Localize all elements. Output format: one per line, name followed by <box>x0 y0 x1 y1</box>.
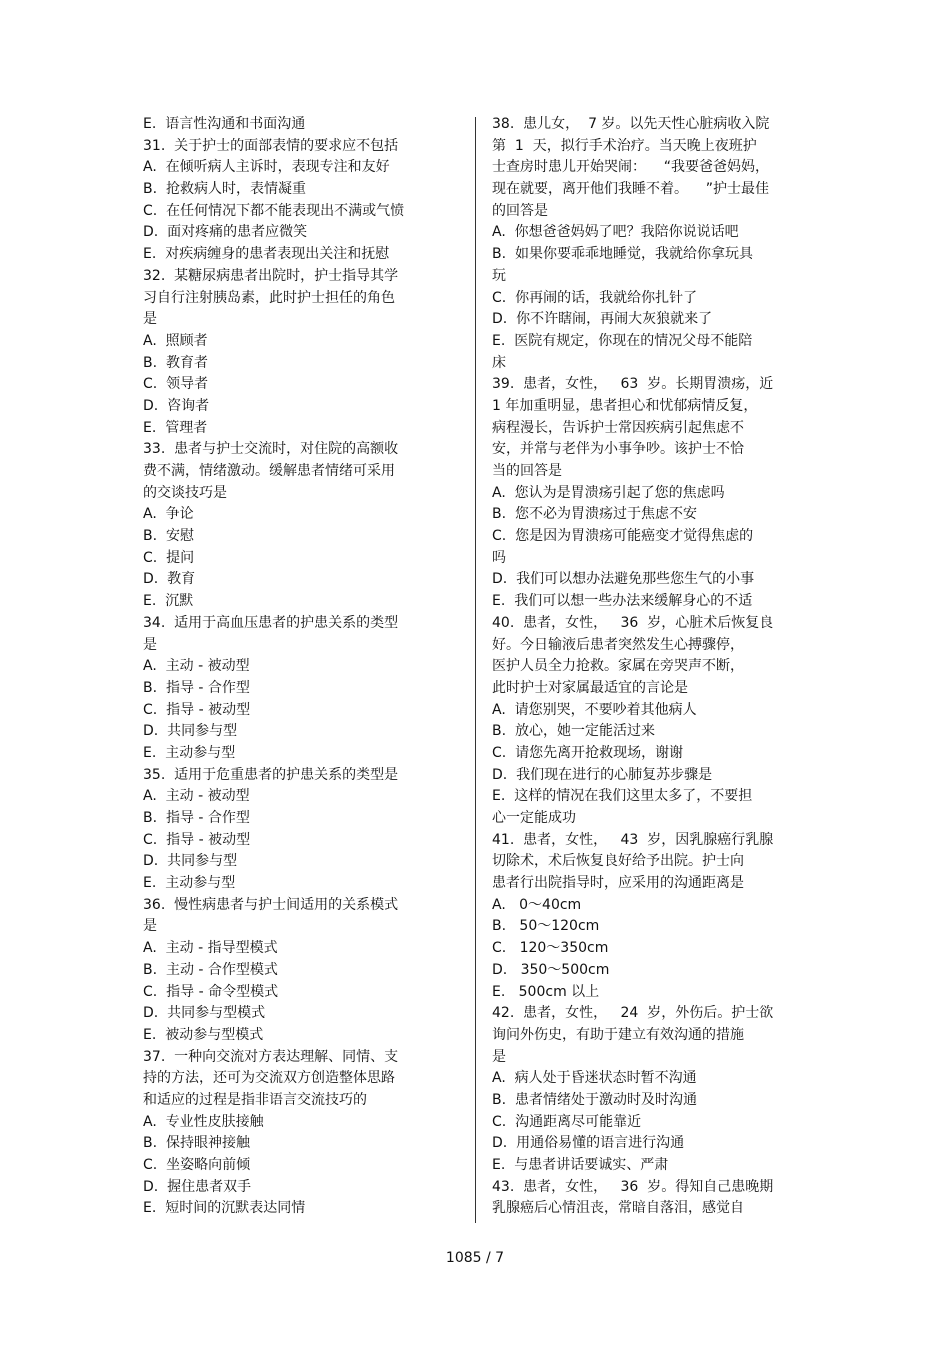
text-line: D. 我们可以想办法避免那些您生气的小事 <box>492 571 755 588</box>
text-line: 35. 适用于危重患者的护患关系的类型是 <box>143 766 399 783</box>
text-line: C. 请您先离开抢救现场，谢谢 <box>492 744 684 761</box>
text-line: B. 放心，她一定能活过来 <box>492 723 655 740</box>
text-line: E. 管理者 <box>143 419 208 436</box>
text-line: 费不满，情绪激动。缓解患者情绪可采用 <box>143 463 395 479</box>
text-line: D. 共同参与型模式 <box>143 1005 266 1022</box>
text-line: C. 坐姿略向前倾 <box>143 1157 251 1173</box>
text-line: B. 患者情绪处于激动时及时沟通 <box>492 1091 697 1108</box>
text-line: 此时护士对家属最适宜的言论是 <box>492 679 688 696</box>
text-line: B. 教育者 <box>143 354 208 371</box>
text-line: 患者行出院指导时，应采用的沟通距离是 <box>492 875 744 892</box>
text-line: 36. 慢性病患者与护士间适用的关系模式 <box>143 896 399 913</box>
text-line: 40. 患者，女性， 36 岁，心脏术后恢复良 <box>492 614 774 631</box>
text-line: A. 请您别哭，不要吵着其他病人 <box>492 701 697 718</box>
text-line: 38. 患儿女， 7 岁。以先天性心脏病收入院 <box>492 116 770 132</box>
text-line: 玩 <box>492 267 506 284</box>
text-line: 现在就要，离开他们我睡不着。 ”护士最佳 <box>492 181 770 198</box>
text-line: 吗 <box>492 549 506 566</box>
text-line: B. 如果你要乖乖地睡觉，我就给你拿玩具 <box>492 246 753 263</box>
text-line: D. 350～500cm <box>492 961 610 978</box>
text-line: 切除术，术后恢复良好给予出院。护士向 <box>492 853 744 870</box>
text-line: E. 对疾病缠身的患者表现出关注和抚慰 <box>143 246 390 263</box>
text-line: B. 主动 - 合作型模式 <box>143 961 278 978</box>
text-line: E. 短时间的沉默表达同情 <box>143 1200 306 1217</box>
text-line: 安，并常与老伴为小事争吵。该护士不恰 <box>492 441 744 458</box>
text-line: 33. 患者与护士交流时，对住院的高额收 <box>143 441 399 458</box>
text-line: D. 教育 <box>143 571 196 588</box>
text-line: 37. 一种向交流对方表达理解、同情、支 <box>143 1048 399 1065</box>
text-line: 是 <box>492 1048 506 1065</box>
text-line: B. 50～120cm <box>492 918 600 935</box>
text-line: 31. 关于护士的面部表情的要求应不包括 <box>143 137 399 154</box>
text-line: A. 主动 - 被动型 <box>143 658 250 675</box>
text-line: 是 <box>143 636 157 653</box>
text-line: D. 用通俗易懂的语言进行沟通 <box>492 1135 685 1152</box>
text-line: 乳腺癌后心情沮丧，常暗自落泪，感觉自 <box>492 1200 744 1217</box>
text-line: D. 我们现在进行的心肺复苏步骤是 <box>492 766 713 783</box>
text-line: E. 主动参与型 <box>143 875 236 892</box>
text-line: A. 主动 - 被动型 <box>143 788 250 805</box>
text-line: 1 年加重明显，患者担心和忧郁病情反复， <box>492 397 758 414</box>
left-column <box>143 114 428 1220</box>
text-line: 41. 患者，女性， 43 岁，因乳腺癌行乳腺 <box>492 831 774 848</box>
text-line: E. 语言性沟通和书面沟通 <box>143 116 306 132</box>
text-line: E. 与患者讲话要诚实、严肃 <box>492 1157 669 1173</box>
text-line: B. 安慰 <box>143 528 194 545</box>
text-line: 第 1 天，拟行手术治疗。当天晚上夜班护 <box>492 137 757 154</box>
text-line: 好。今日输液后患者突然发生心搏骤停， <box>492 636 744 653</box>
text-line: C. 指导 - 命令型模式 <box>143 983 279 1000</box>
column-divider <box>475 117 476 1223</box>
text-line: B. 保持眼神接触 <box>143 1135 250 1152</box>
text-line: A. 病人处于昏迷状态时暂不沟通 <box>492 1070 697 1087</box>
text-line: D. 共同参与型 <box>143 853 238 870</box>
text-line: E. 沉默 <box>143 593 194 610</box>
text-line: 的交谈技巧是 <box>143 484 227 501</box>
text-line: 习自行注射胰岛素，此时护士担任的角色 <box>143 289 395 306</box>
text-line: 床 <box>492 354 506 371</box>
text-line: C. 你再闹的话，我就给你扎针了 <box>492 289 698 306</box>
text-line: 持的方法，还可为交流双方创造整体思路 <box>143 1070 395 1087</box>
right-column <box>492 114 792 1220</box>
text-line: 心一定能成功 <box>492 810 576 826</box>
text-line: A. 0～40cm <box>492 896 582 913</box>
text-line: B. 抢救病人时，表情凝重 <box>143 181 306 198</box>
text-line: 32. 某糖尿病患者出院时，护士指导其学 <box>143 267 399 284</box>
text-line: C. 指导 - 被动型 <box>143 831 251 848</box>
text-line: C. 在任何情况下都不能表现出不满或气愤 <box>143 202 405 219</box>
text-line: A. 你想爸爸妈妈了吧？我陪你说说话吧 <box>492 224 739 241</box>
text-line: 询问外伤史，有助于建立有效沟通的措施 <box>492 1026 744 1043</box>
text-line: 是 <box>143 311 157 328</box>
text-line: E. 被动参与型模式 <box>143 1026 264 1043</box>
text-line: D. 面对疼痛的患者应微笑 <box>143 224 308 241</box>
text-line: B. 指导 - 合作型 <box>143 679 250 696</box>
text-line: 43. 患者，女性， 36 岁。得知自己患晚期 <box>492 1178 774 1195</box>
text-line: E. 这样的情况在我们这里太多了，不要担 <box>492 788 753 805</box>
text-line: A. 照顾者 <box>143 332 208 349</box>
text-line: E. 500cm 以上 <box>492 983 600 1000</box>
text-line: 医护人员全力抢救。家属在旁哭声不断， <box>492 658 744 675</box>
text-line: C. 沟通距离尽可能靠近 <box>492 1113 642 1130</box>
text-line: D. 共同参与型 <box>143 723 238 740</box>
text-line: E. 我们可以想一些办法来缓解身心的不适 <box>492 593 753 610</box>
text-line: D. 握住患者双手 <box>143 1178 252 1195</box>
text-line: 42. 患者，女性， 24 岁，外伤后。护士欲 <box>492 1005 774 1022</box>
text-line: B. 指导 - 合作型 <box>143 810 250 826</box>
page-number: 1085 / 7 <box>445 1250 505 1266</box>
text-line: A. 专业性皮肤接触 <box>143 1113 264 1130</box>
text-line: C. 您是因为胃溃疡可能癌变才觉得焦虑的 <box>492 528 754 545</box>
text-line: 是 <box>143 918 157 935</box>
text-line: C. 指导 - 被动型 <box>143 701 251 718</box>
text-line: B. 您不必为胃溃疡过于焦虑不安 <box>492 506 697 523</box>
text-line: 士查房时患儿开始哭闹： “我要爸爸妈妈， <box>492 159 770 176</box>
text-line: A. 在倾听病人主诉时，表现专注和友好 <box>143 159 390 176</box>
text-line: D. 你不许瞎闹，再闹大灰狼就来了 <box>492 311 713 328</box>
text-line: 34. 适用于高血压患者的护患关系的类型 <box>143 614 399 631</box>
text-line: 39. 患者，女性， 63 岁。长期胃溃疡，近 <box>492 376 774 393</box>
text-line: A. 您认为是胃溃疡引起了您的焦虑吗 <box>492 484 725 501</box>
text-line: D. 咨询者 <box>143 397 210 414</box>
text-line: A. 主动 - 指导型模式 <box>143 940 278 957</box>
text-line: E. 主动参与型 <box>143 744 236 761</box>
text-line: C. 领导者 <box>143 376 209 393</box>
text-line: C. 120～350cm <box>492 940 609 957</box>
text-line: C. 提问 <box>143 549 195 566</box>
text-line: A. 争论 <box>143 506 194 523</box>
text-line: E. 医院有规定，你现在的情况父母不能陪 <box>492 332 753 349</box>
text-line: 当的回答是 <box>492 463 562 479</box>
text-line: 的回答是 <box>492 202 548 219</box>
text-line: 和适应的过程是指非语言交流技巧的 <box>143 1091 367 1108</box>
text-line: 病程漫长，告诉护士常因疾病引起焦虑不 <box>492 419 744 436</box>
